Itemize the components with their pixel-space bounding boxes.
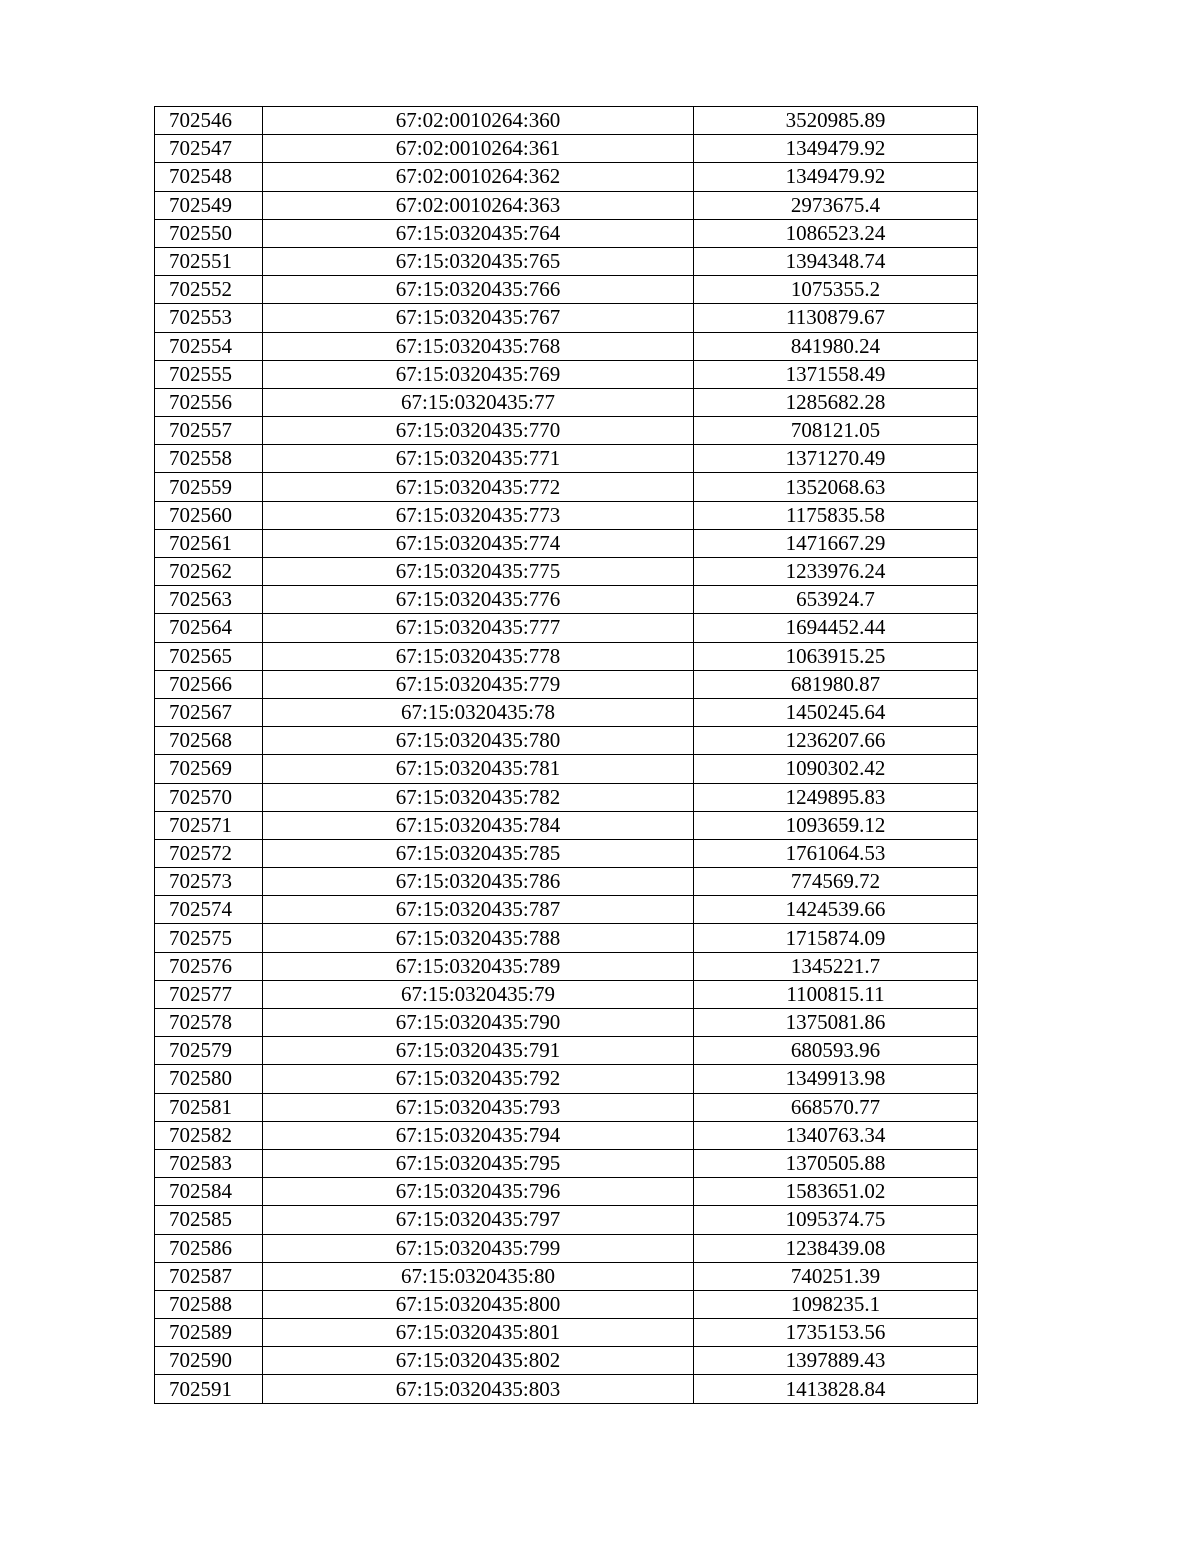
- row-number-cell: 702573: [155, 868, 263, 896]
- cadastral-number-cell: 67:15:0320435:792: [263, 1065, 694, 1093]
- cadastral-value-cell: 1238439.08: [694, 1234, 978, 1262]
- row-number-cell: 702560: [155, 501, 263, 529]
- cadastral-number-cell: 67:15:0320435:77: [263, 388, 694, 416]
- cadastral-value-cell: 1371558.49: [694, 360, 978, 388]
- table-row: [155, 1121, 978, 1149]
- cadastral-value-cell: 1249895.83: [694, 783, 978, 811]
- cadastral-number-cell: 67:15:0320435:780: [263, 727, 694, 755]
- table-row: [155, 332, 978, 360]
- row-number-cell: 702591: [155, 1375, 263, 1403]
- row-number-cell: 702549: [155, 191, 263, 219]
- cadastral-value-cell: 653924.7: [694, 586, 978, 614]
- table-row: [155, 1347, 978, 1375]
- cadastral-number-cell: 67:15:0320435:768: [263, 332, 694, 360]
- cadastral-value-cell: 1100815.11: [694, 980, 978, 1008]
- cadastral-value-cell: 841980.24: [694, 332, 978, 360]
- row-number-cell: 702546: [155, 107, 263, 135]
- cadastral-value-cell: 1349479.92: [694, 135, 978, 163]
- cadastral-number-cell: 67:15:0320435:769: [263, 360, 694, 388]
- cadastral-number-cell: 67:02:0010264:360: [263, 107, 694, 135]
- cadastral-value-cell: 1095374.75: [694, 1206, 978, 1234]
- table-row: [155, 614, 978, 642]
- cadastral-number-cell: 67:15:0320435:786: [263, 868, 694, 896]
- cadastral-value-cell: 681980.87: [694, 670, 978, 698]
- cadastral-value-cell: 1345221.7: [694, 952, 978, 980]
- cadastral-value-cell: 1371270.49: [694, 445, 978, 473]
- cadastral-number-cell: 67:15:0320435:78: [263, 698, 694, 726]
- cadastral-number-cell: 67:15:0320435:801: [263, 1319, 694, 1347]
- row-number-cell: 702562: [155, 558, 263, 586]
- cadastral-value-cell: 1130879.67: [694, 304, 978, 332]
- cadastral-number-cell: 67:02:0010264:362: [263, 163, 694, 191]
- cadastral-number-cell: 67:15:0320435:797: [263, 1206, 694, 1234]
- row-number-cell: 702585: [155, 1206, 263, 1234]
- table-row: [155, 755, 978, 783]
- cadastral-value-cell: 1098235.1: [694, 1290, 978, 1318]
- table-row: [155, 304, 978, 332]
- cadastral-value-cell: 1375081.86: [694, 1009, 978, 1037]
- table-row: [155, 727, 978, 755]
- row-number-cell: 702580: [155, 1065, 263, 1093]
- row-number-cell: 702590: [155, 1347, 263, 1375]
- cadastral-value-cell: 708121.05: [694, 417, 978, 445]
- table-row: [155, 163, 978, 191]
- cadastral-number-cell: 67:15:0320435:784: [263, 811, 694, 839]
- table-row: [155, 1065, 978, 1093]
- row-number-cell: 702547: [155, 135, 263, 163]
- row-number-cell: 702574: [155, 896, 263, 924]
- row-number-cell: 702558: [155, 445, 263, 473]
- row-number-cell: 702577: [155, 980, 263, 1008]
- cadastral-number-cell: 67:15:0320435:795: [263, 1149, 694, 1177]
- table-row: [155, 135, 978, 163]
- table-row: [155, 276, 978, 304]
- cadastral-number-cell: 67:15:0320435:794: [263, 1121, 694, 1149]
- cadastral-number-cell: 67:15:0320435:790: [263, 1009, 694, 1037]
- row-number-cell: 702561: [155, 529, 263, 557]
- cadastral-value-cell: 1090302.42: [694, 755, 978, 783]
- cadastral-value-cell: 1761064.53: [694, 839, 978, 867]
- row-number-cell: 702583: [155, 1149, 263, 1177]
- table-row: [155, 247, 978, 275]
- cadastral-number-cell: 67:15:0320435:781: [263, 755, 694, 783]
- table-row: [155, 1234, 978, 1262]
- row-number-cell: 702553: [155, 304, 263, 332]
- table-row: [155, 1290, 978, 1318]
- table-row: [155, 811, 978, 839]
- cadastral-number-cell: 67:15:0320435:770: [263, 417, 694, 445]
- row-number-cell: 702575: [155, 924, 263, 952]
- cadastral-number-cell: 67:15:0320435:774: [263, 529, 694, 557]
- row-number-cell: 702588: [155, 1290, 263, 1318]
- cadastral-number-cell: 67:15:0320435:791: [263, 1037, 694, 1065]
- cadastral-value-cell: 1450245.64: [694, 698, 978, 726]
- row-number-cell: 702563: [155, 586, 263, 614]
- table-row: [155, 670, 978, 698]
- cadastral-value-cell: 1349479.92: [694, 163, 978, 191]
- row-number-cell: 702548: [155, 163, 263, 191]
- table-row: [155, 1178, 978, 1206]
- cadastral-value-cell: 740251.39: [694, 1262, 978, 1290]
- row-number-cell: 702579: [155, 1037, 263, 1065]
- cadastral-number-cell: 67:15:0320435:793: [263, 1093, 694, 1121]
- table-row: [155, 980, 978, 1008]
- cadastral-number-cell: 67:15:0320435:785: [263, 839, 694, 867]
- row-number-cell: 702564: [155, 614, 263, 642]
- cadastral-value-cell: 1583651.02: [694, 1178, 978, 1206]
- row-number-cell: 702565: [155, 642, 263, 670]
- cadastral-number-cell: 67:15:0320435:80: [263, 1262, 694, 1290]
- cadastral-value-cell: 1075355.2: [694, 276, 978, 304]
- cadastral-number-cell: 67:15:0320435:765: [263, 247, 694, 275]
- cadastral-number-cell: 67:15:0320435:782: [263, 783, 694, 811]
- cadastral-number-cell: 67:15:0320435:778: [263, 642, 694, 670]
- row-number-cell: 702568: [155, 727, 263, 755]
- row-number-cell: 702587: [155, 1262, 263, 1290]
- table-row: [155, 1009, 978, 1037]
- cadastral-number-cell: 67:15:0320435:771: [263, 445, 694, 473]
- cadastral-value-cell: 1086523.24: [694, 219, 978, 247]
- row-number-cell: 702557: [155, 417, 263, 445]
- cadastral-value-cell: 1715874.09: [694, 924, 978, 952]
- row-number-cell: 702589: [155, 1319, 263, 1347]
- row-number-cell: 702578: [155, 1009, 263, 1037]
- table-row: [155, 107, 978, 135]
- row-number-cell: 702586: [155, 1234, 263, 1262]
- table-row: [155, 924, 978, 952]
- table-row: [155, 1206, 978, 1234]
- row-number-cell: 702554: [155, 332, 263, 360]
- cadastral-value-cell: 2973675.4: [694, 191, 978, 219]
- cadastral-value-cell: 1349913.98: [694, 1065, 978, 1093]
- cadastral-value-cell: 1063915.25: [694, 642, 978, 670]
- row-number-cell: 702555: [155, 360, 263, 388]
- cadastral-number-cell: 67:15:0320435:772: [263, 473, 694, 501]
- table-row: [155, 586, 978, 614]
- table-row: [155, 388, 978, 416]
- table-row: [155, 445, 978, 473]
- cadastral-value-cell: 1413828.84: [694, 1375, 978, 1403]
- cadastral-number-cell: 67:15:0320435:800: [263, 1290, 694, 1318]
- row-number-cell: 702552: [155, 276, 263, 304]
- table-row: [155, 558, 978, 586]
- row-number-cell: 702571: [155, 811, 263, 839]
- cadastral-number-cell: 67:15:0320435:766: [263, 276, 694, 304]
- row-number-cell: 702569: [155, 755, 263, 783]
- row-number-cell: 702576: [155, 952, 263, 980]
- table-row: [155, 1375, 978, 1403]
- cadastral-number-cell: 67:15:0320435:788: [263, 924, 694, 952]
- cadastral-number-cell: 67:15:0320435:777: [263, 614, 694, 642]
- cadastral-value-cell: 1093659.12: [694, 811, 978, 839]
- row-number-cell: 702581: [155, 1093, 263, 1121]
- cadastral-value-cell: 1397889.43: [694, 1347, 978, 1375]
- table-row: [155, 360, 978, 388]
- row-number-cell: 702556: [155, 388, 263, 416]
- cadastral-number-cell: 67:15:0320435:789: [263, 952, 694, 980]
- table-row: [155, 473, 978, 501]
- table-row: [155, 642, 978, 670]
- table-row: [155, 868, 978, 896]
- cadastral-value-cell: 1175835.58: [694, 501, 978, 529]
- table-row: [155, 417, 978, 445]
- table-row: [155, 698, 978, 726]
- cadastral-value-cell: 1370505.88: [694, 1149, 978, 1177]
- table-row: [155, 191, 978, 219]
- table-row: [155, 1262, 978, 1290]
- row-number-cell: 702551: [155, 247, 263, 275]
- cadastral-number-cell: 67:02:0010264:361: [263, 135, 694, 163]
- cadastral-value-cell: 1285682.28: [694, 388, 978, 416]
- table-row: [155, 783, 978, 811]
- cadastral-number-cell: 67:15:0320435:775: [263, 558, 694, 586]
- cadastral-value-cell: 1236207.66: [694, 727, 978, 755]
- cadastral-number-cell: 67:15:0320435:79: [263, 980, 694, 1008]
- cadastral-value-cell: 1735153.56: [694, 1319, 978, 1347]
- cadastral-value-cell: 668570.77: [694, 1093, 978, 1121]
- table-row: [155, 1037, 978, 1065]
- table-row: [155, 219, 978, 247]
- cadastral-number-cell: 67:15:0320435:803: [263, 1375, 694, 1403]
- table-row: [155, 1149, 978, 1177]
- table-row: [155, 896, 978, 924]
- cadastral-number-cell: 67:15:0320435:779: [263, 670, 694, 698]
- cadastral-value-cell: 1694452.44: [694, 614, 978, 642]
- table-row: [155, 529, 978, 557]
- cadastral-number-cell: 67:02:0010264:363: [263, 191, 694, 219]
- cadastral-number-cell: 67:15:0320435:796: [263, 1178, 694, 1206]
- row-number-cell: 702570: [155, 783, 263, 811]
- row-number-cell: 702567: [155, 698, 263, 726]
- cadastral-number-cell: 67:15:0320435:799: [263, 1234, 694, 1262]
- cadastral-number-cell: 67:15:0320435:764: [263, 219, 694, 247]
- table-row: [155, 952, 978, 980]
- row-number-cell: 702566: [155, 670, 263, 698]
- row-number-cell: 702584: [155, 1178, 263, 1206]
- cadastral-number-cell: 67:15:0320435:773: [263, 501, 694, 529]
- cadastral-value-cell: 1424539.66: [694, 896, 978, 924]
- cadastral-value-cell: 680593.96: [694, 1037, 978, 1065]
- cadastral-value-table: [154, 106, 978, 1404]
- row-number-cell: 702550: [155, 219, 263, 247]
- row-number-cell: 702559: [155, 473, 263, 501]
- table-row: [155, 501, 978, 529]
- cadastral-value-cell: 774569.72: [694, 868, 978, 896]
- cadastral-value-cell: 1340763.34: [694, 1121, 978, 1149]
- table-row: [155, 839, 978, 867]
- table-row: [155, 1319, 978, 1347]
- row-number-cell: 702582: [155, 1121, 263, 1149]
- cadastral-value-cell: 1394348.74: [694, 247, 978, 275]
- cadastral-value-cell: 1352068.63: [694, 473, 978, 501]
- cadastral-number-cell: 67:15:0320435:776: [263, 586, 694, 614]
- cadastral-value-cell: 3520985.89: [694, 107, 978, 135]
- table-row: [155, 1093, 978, 1121]
- row-number-cell: 702572: [155, 839, 263, 867]
- cadastral-number-cell: 67:15:0320435:802: [263, 1347, 694, 1375]
- table-body: [155, 107, 978, 1404]
- cadastral-value-cell: 1471667.29: [694, 529, 978, 557]
- cadastral-number-cell: 67:15:0320435:767: [263, 304, 694, 332]
- cadastral-value-cell: 1233976.24: [694, 558, 978, 586]
- cadastral-number-cell: 67:15:0320435:787: [263, 896, 694, 924]
